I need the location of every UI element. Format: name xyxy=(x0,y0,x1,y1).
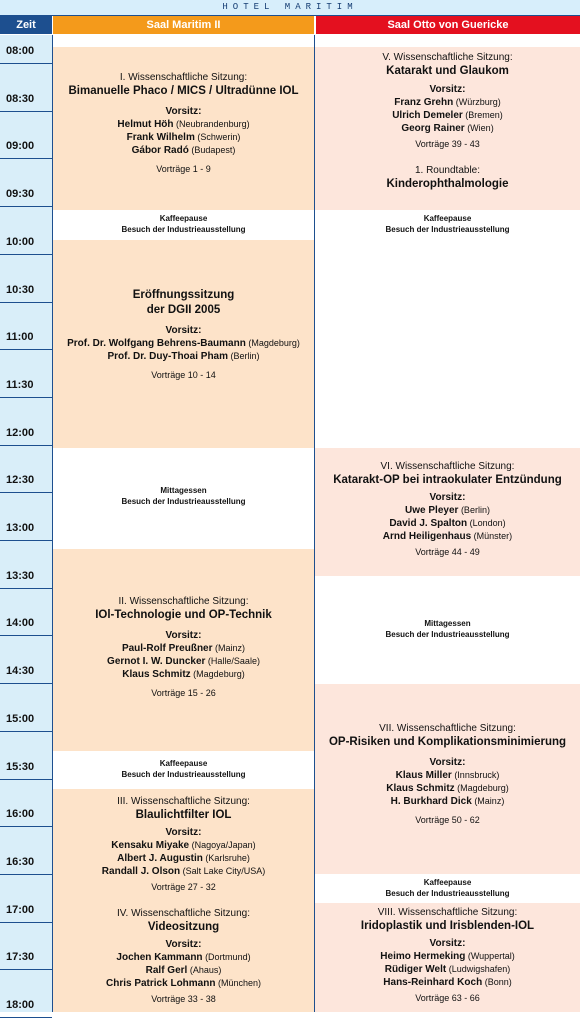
time-tick xyxy=(0,922,52,923)
session-number: II. Wissenschaftliche Sitzung: xyxy=(118,596,249,607)
chair-entry xyxy=(53,337,314,350)
chair-place: (Schwerin) xyxy=(197,132,241,142)
session-block xyxy=(53,549,314,751)
break-title: Kaffeepause xyxy=(423,214,472,223)
talks-range: Vorträge 63 - 66 xyxy=(415,993,480,1003)
chair-entry xyxy=(53,852,314,865)
chair-place: (Budapest) xyxy=(191,145,236,155)
session-title: Videositzung xyxy=(147,921,220,933)
time-label: 16:30 xyxy=(6,856,35,868)
break-subtitle: Besuch der Industrieausstellung xyxy=(121,770,246,779)
talks-range: Vorträge 27 - 32 xyxy=(151,882,216,892)
time-tick xyxy=(0,206,52,207)
session-block xyxy=(315,684,580,874)
time-label: 10:00 xyxy=(6,236,35,248)
time-label: 14:00 xyxy=(6,617,35,629)
chair-entry xyxy=(53,865,314,878)
chair-entry xyxy=(53,131,314,144)
chair-name: Ralf Gerl xyxy=(145,965,188,976)
chair-place: (Neubrandenburg) xyxy=(176,119,250,129)
break-title: Mittagessen xyxy=(424,619,471,628)
talks-range: Vorträge 39 - 43 xyxy=(415,139,480,149)
session-title: Iridoplastik und Irisblenden-IOL xyxy=(360,920,535,932)
session-number: VII. Wissenschaftliche Sitzung: xyxy=(379,723,516,734)
session-number: V. Wissenschaftliche Sitzung: xyxy=(382,52,513,63)
chair-name: Ulrich Demeler xyxy=(392,110,463,121)
time-label: 10:30 xyxy=(6,284,35,296)
break-title: Mittagessen xyxy=(160,486,207,495)
time-tick xyxy=(0,874,52,875)
chair-name: Prof. Dr. Wolfgang Behrens-Baumann xyxy=(67,338,246,349)
chair-entry xyxy=(53,655,314,668)
hotel-banner-text: HOTEL MARITIM xyxy=(222,2,358,12)
header-saal-maritim: Saal Maritim II xyxy=(53,16,314,34)
chair-entry xyxy=(315,950,580,963)
break-block xyxy=(315,576,580,684)
break-subtitle: Besuch der Industrieausstellung xyxy=(121,497,246,506)
chair-entry xyxy=(315,530,580,543)
time-label: 14:30 xyxy=(6,665,35,677)
time-label: 12:00 xyxy=(6,427,35,439)
time-tick xyxy=(0,540,52,541)
time-tick xyxy=(0,302,52,303)
time-label: 09:00 xyxy=(6,140,35,152)
chair-place: (Wuppertal) xyxy=(467,951,515,961)
chair-place: (Karlsruhe) xyxy=(205,853,250,863)
time-label: 08:30 xyxy=(6,93,35,105)
chair-entry xyxy=(53,668,314,681)
session-block xyxy=(53,789,314,903)
chair-entry xyxy=(315,963,580,976)
chair-entry xyxy=(315,504,580,517)
chair-entry xyxy=(53,144,314,157)
chair-name: H. Burkhard Dick xyxy=(390,796,472,807)
time-tick xyxy=(0,111,52,112)
break-subtitle: Besuch der Industrieausstellung xyxy=(121,225,246,234)
chair-place: (Mainz) xyxy=(474,796,505,806)
chair-entry xyxy=(315,795,580,808)
chair-heading: Vorsitz: xyxy=(165,325,202,336)
time-tick xyxy=(0,492,52,493)
session-number: VIII. Wissenschaftliche Sitzung: xyxy=(377,907,518,918)
chair-name: Arnd Heiligenhaus xyxy=(382,531,472,542)
break-subtitle: Besuch der Industrieausstellung xyxy=(385,630,510,639)
session-number: VI. Wissenschaftliche Sitzung: xyxy=(380,461,515,472)
time-tick xyxy=(0,969,52,970)
header-saal-guericke: Saal Otto von Guericke xyxy=(316,16,580,34)
session-block xyxy=(53,240,314,448)
time-label: 15:30 xyxy=(6,761,35,773)
chair-place: (London) xyxy=(469,518,506,528)
session-title: IOl-Technologie und OP-Technik xyxy=(95,609,272,621)
chair-entry xyxy=(315,109,580,122)
talks-range: Vorträge 33 - 38 xyxy=(151,994,216,1004)
session-block xyxy=(315,47,580,210)
chair-name: Klaus Miller xyxy=(395,770,452,781)
time-tick xyxy=(0,63,52,64)
break-block xyxy=(53,751,314,789)
break-block xyxy=(53,210,314,240)
chair-place: (Bremen) xyxy=(465,110,503,120)
chair-place: (Nagoya/Japan) xyxy=(191,840,256,850)
chair-place: (Ludwigshafen) xyxy=(448,964,511,974)
session-title: Blaulichtfilter IOL xyxy=(135,809,232,821)
break-subtitle: Besuch der Industrieausstellung xyxy=(385,889,510,898)
chair-place: (Bonn) xyxy=(484,977,512,987)
session-block xyxy=(315,448,580,576)
break-title: Kaffeepause xyxy=(423,878,472,887)
session-title: Bimanuelle Phaco / MICS / Ultradünne IOL xyxy=(68,85,299,97)
chair-entry xyxy=(53,642,314,655)
chair-place: (Dortmund) xyxy=(205,952,251,962)
chair-name: Heimo Hermeking xyxy=(380,951,466,962)
time-label: 08:00 xyxy=(6,45,35,57)
time-tick xyxy=(0,158,52,159)
break-block xyxy=(315,874,580,903)
time-tick xyxy=(0,588,52,589)
session-block xyxy=(315,903,580,1012)
chair-heading: Vorsitz: xyxy=(165,827,202,838)
break-block xyxy=(53,448,314,549)
chair-entry xyxy=(53,977,314,990)
chair-name: Hans-Reinhard Koch xyxy=(383,977,483,988)
chair-entry xyxy=(315,122,580,135)
chair-heading: Vorsitz: xyxy=(429,84,466,95)
chair-name: Helmut Höh xyxy=(117,119,174,130)
chair-place: (Ahaus) xyxy=(189,965,222,975)
session-number: III. Wissenschaftliche Sitzung: xyxy=(117,796,250,807)
chair-place: (Magdeburg) xyxy=(248,338,300,348)
chair-name: Chris Patrick Lohmann xyxy=(105,978,216,989)
chair-name: Jochen Kammann xyxy=(116,952,203,963)
chair-entry xyxy=(53,118,314,131)
chair-entry xyxy=(53,964,314,977)
break-subtitle: Besuch der Industrieausstellung xyxy=(385,225,510,234)
chair-place: (Berlin) xyxy=(460,505,490,515)
chair-name: Albert J. Augustin xyxy=(117,853,203,864)
chair-heading: Vorsitz: xyxy=(429,492,466,503)
time-label: 09:30 xyxy=(6,188,35,200)
talks-range: Vorträge 15 - 26 xyxy=(151,688,216,698)
chair-name: Rüdiger Welt xyxy=(384,964,447,975)
chair-name: Prof. Dr. Duy-Thoai Pham xyxy=(107,351,229,362)
roundtable-title: Kinderophthalmologie xyxy=(386,178,509,190)
time-label: 12:30 xyxy=(6,474,35,486)
time-label: 16:00 xyxy=(6,808,35,820)
chair-heading: Vorsitz: xyxy=(165,630,202,641)
chair-name: Georg Rainer xyxy=(401,123,465,134)
chair-place: (München) xyxy=(217,978,261,988)
break-title: Kaffeepause xyxy=(159,214,208,223)
chair-place: (Innsbruck) xyxy=(454,770,500,780)
time-tick xyxy=(0,826,52,827)
chair-name: David J. Spalton xyxy=(389,518,468,529)
session-title: Eröffnungssitzung xyxy=(132,289,235,301)
chair-place: (Münster) xyxy=(473,531,513,541)
chair-place: (Magdeburg) xyxy=(457,783,509,793)
chair-place: (Würzburg) xyxy=(455,97,501,107)
chair-entry xyxy=(53,839,314,852)
session-number: I. Wissenschaftliche Sitzung: xyxy=(119,72,248,83)
chair-name: Randall J. Olson xyxy=(101,866,181,877)
break-title: Kaffeepause xyxy=(159,759,208,768)
time-tick xyxy=(0,349,52,350)
time-tick xyxy=(0,683,52,684)
session-block xyxy=(53,47,314,210)
chair-name: Klaus Schmitz xyxy=(122,669,191,680)
chair-name: Gábor Radó xyxy=(131,145,189,156)
chair-place: (Wien) xyxy=(467,123,494,133)
session-number: IV. Wissenschaftliche Sitzung: xyxy=(116,908,251,919)
time-tick xyxy=(0,635,52,636)
hotel-banner xyxy=(0,0,580,16)
time-tick xyxy=(0,254,52,255)
chair-entry xyxy=(315,976,580,989)
talks-range: Vorträge 50 - 62 xyxy=(415,815,480,825)
time-tick xyxy=(0,397,52,398)
chair-entry xyxy=(315,782,580,795)
time-label: 13:30 xyxy=(6,570,35,582)
chair-heading: Vorsitz: xyxy=(429,938,466,949)
time-tick xyxy=(0,445,52,446)
session-block xyxy=(53,903,314,1012)
time-tick xyxy=(0,731,52,732)
time-label: 11:00 xyxy=(6,331,34,343)
break-block xyxy=(315,210,580,448)
time-label: 17:00 xyxy=(6,904,35,916)
session-title: Katarakt-OP bei intraokulater Entzündung xyxy=(333,474,562,486)
chair-name: Kensaku Miyake xyxy=(111,840,190,851)
roundtable-number: 1. Roundtable: xyxy=(414,165,481,176)
time-label: 13:00 xyxy=(6,522,35,534)
chair-place: (Magdeburg) xyxy=(193,669,245,679)
time-label: 15:00 xyxy=(6,713,35,725)
chair-place: (Halle/Saale) xyxy=(207,656,260,666)
chair-name: Franz Grehn xyxy=(394,97,454,108)
time-label: 17:30 xyxy=(6,951,35,963)
chair-entry xyxy=(315,769,580,782)
chair-entry xyxy=(315,96,580,109)
talks-range: Vorträge 44 - 49 xyxy=(415,547,480,557)
talks-range: Vorträge 10 - 14 xyxy=(151,370,216,380)
chair-heading: Vorsitz: xyxy=(429,757,466,768)
chair-heading: Vorsitz: xyxy=(165,106,202,117)
time-tick xyxy=(0,779,52,780)
chair-entry xyxy=(53,951,314,964)
chair-name: Paul-Rolf Preußner xyxy=(121,643,213,654)
chair-place: (Mainz) xyxy=(215,643,246,653)
session-title: Katarakt und Glaukom xyxy=(386,65,509,77)
chair-entry xyxy=(53,350,314,363)
chair-name: Gernot I. W. Duncker xyxy=(107,656,206,667)
chair-name: Uwe Pleyer xyxy=(405,505,459,516)
header-zeit: Zeit xyxy=(0,16,52,34)
talks-range: Vorträge 1 - 9 xyxy=(156,164,211,174)
time-label: 11:30 xyxy=(6,379,34,391)
chair-name: Frank Wilhelm xyxy=(126,132,195,143)
chair-name: Klaus Schmitz xyxy=(386,783,455,794)
session-title: OP-Risiken und Komplikationsminimierung xyxy=(328,736,567,748)
session-title-line2: der DGII 2005 xyxy=(146,304,221,316)
chair-heading: Vorsitz: xyxy=(165,939,202,950)
chair-place: (Berlin) xyxy=(230,351,260,361)
chair-entry xyxy=(315,517,580,530)
time-label: 18:00 xyxy=(6,999,35,1011)
chair-place: (Salt Lake City/USA) xyxy=(182,866,266,876)
